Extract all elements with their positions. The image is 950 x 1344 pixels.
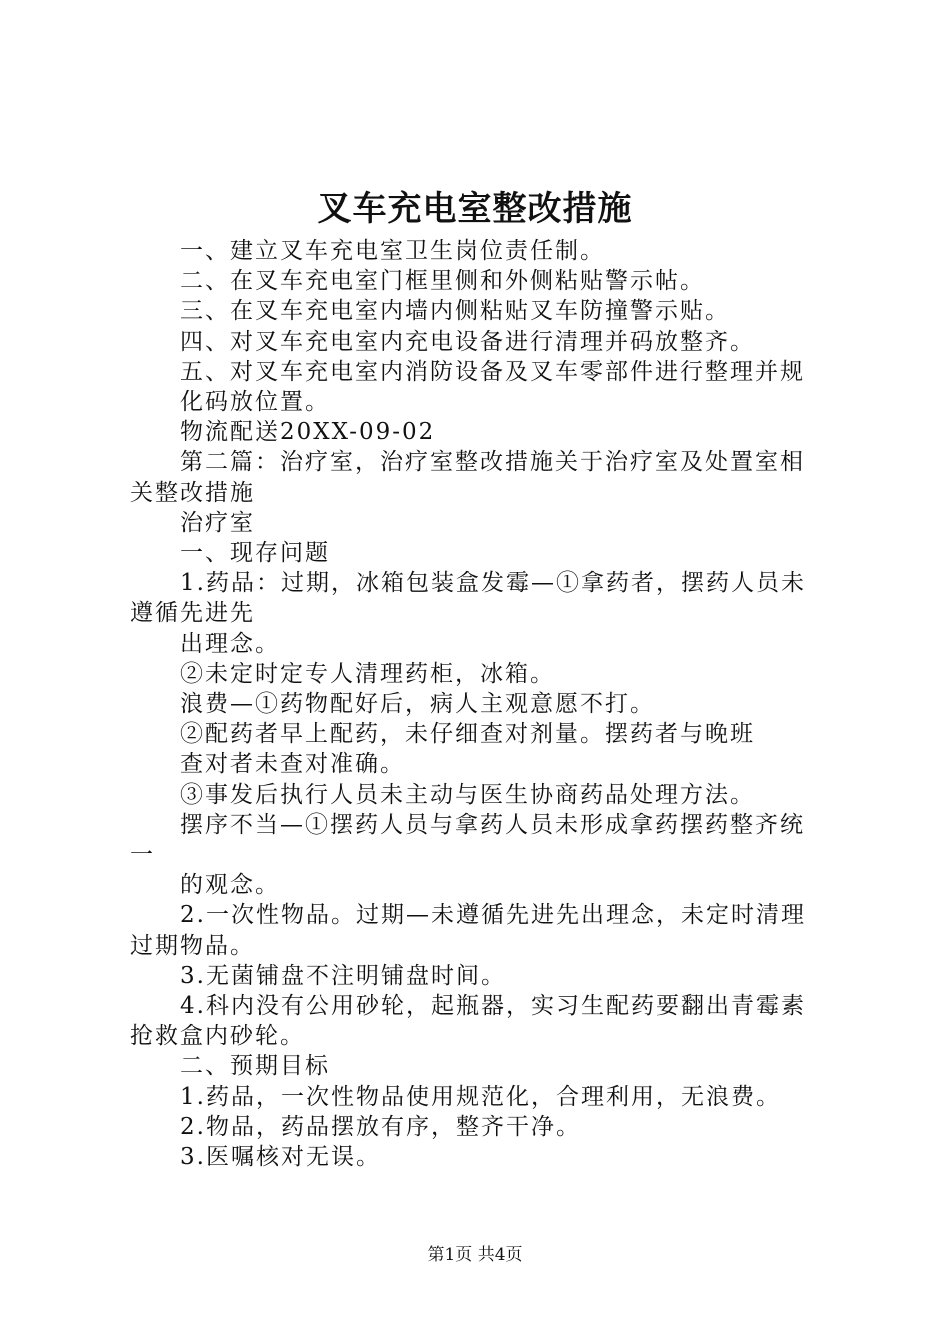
text-line: ②未定时定专人清理药柜，冰箱。 xyxy=(180,660,555,687)
text-line: 遵循先进先 xyxy=(130,600,255,627)
text-line: 1.药品：过期，冰箱包装盒发霉—①拿药者，摆药人员未 xyxy=(180,570,806,597)
text-line: 摆序不当—①摆药人员与拿药人员未形成拿药摆药整齐统 xyxy=(180,811,805,838)
text-line: 五、对叉车充电室内消防设备及叉车零部件进行整理并规 xyxy=(180,358,805,385)
text-line: 一、建立叉车充电室卫生岗位责任制。 xyxy=(180,238,605,264)
text-line: ③事发后执行人员未主动与医生协商药品处理方法。 xyxy=(180,781,755,808)
text-line: 四、对叉车充电室内充电设备进行清理并码放整齐。 xyxy=(180,328,755,355)
page-footer: 第1页 共4页 xyxy=(427,1245,523,1265)
text-line: 3.医嘱核对无误。 xyxy=(180,1144,381,1170)
text-line: 抢救盒内砂轮。 xyxy=(130,1023,305,1050)
text-line: 4.科内没有公用砂轮，起瓶器，实习生配药要翻出青霉素 xyxy=(180,993,806,1019)
text-line: 的观念。 xyxy=(180,872,280,899)
text-line: 一、现存问题 xyxy=(180,540,330,566)
text-line: 第二篇：治疗室，治疗室整改措施关于治疗室及处置室相 xyxy=(180,449,805,476)
text-line: 3.无菌铺盘不注明铺盘时间。 xyxy=(180,962,506,989)
text-line: 治疗室 xyxy=(180,509,255,536)
text-line: 浪费—①药物配好后，病人主观意愿不打。 xyxy=(180,691,655,717)
text-line: 物流配送20XX-09-02 xyxy=(180,419,436,446)
text-line: 化码放位置。 xyxy=(180,389,330,415)
text-line: 关整改措施 xyxy=(130,479,255,506)
text-line: 三、在叉车充电室内墙内侧粘贴叉车防撞警示贴。 xyxy=(180,298,730,325)
text-line: ②配药者早上配药，未仔细查对剂量。摆药者与晚班 xyxy=(180,721,755,748)
text-line: 2.一次性物品。过期—未遵循先进先出理念，未定时清理 xyxy=(180,902,806,929)
text-line: 查对者未查对准确。 xyxy=(180,751,405,778)
text-line: 2.物品，药品摆放有序，整齐干净。 xyxy=(180,1113,581,1140)
text-line: 1.药品，一次性物品使用规范化，合理利用，无浪费。 xyxy=(180,1083,781,1110)
text-line: 出理念。 xyxy=(180,630,280,657)
text-line: 过期物品。 xyxy=(130,932,255,959)
text-line: 二、预期目标 xyxy=(180,1053,330,1080)
document-title: 叉车充电室整改措施 xyxy=(317,189,633,229)
text-line: 二、在叉车充电室门框里侧和外侧粘贴警示帖。 xyxy=(180,268,705,295)
text-line: 一 xyxy=(130,842,155,868)
